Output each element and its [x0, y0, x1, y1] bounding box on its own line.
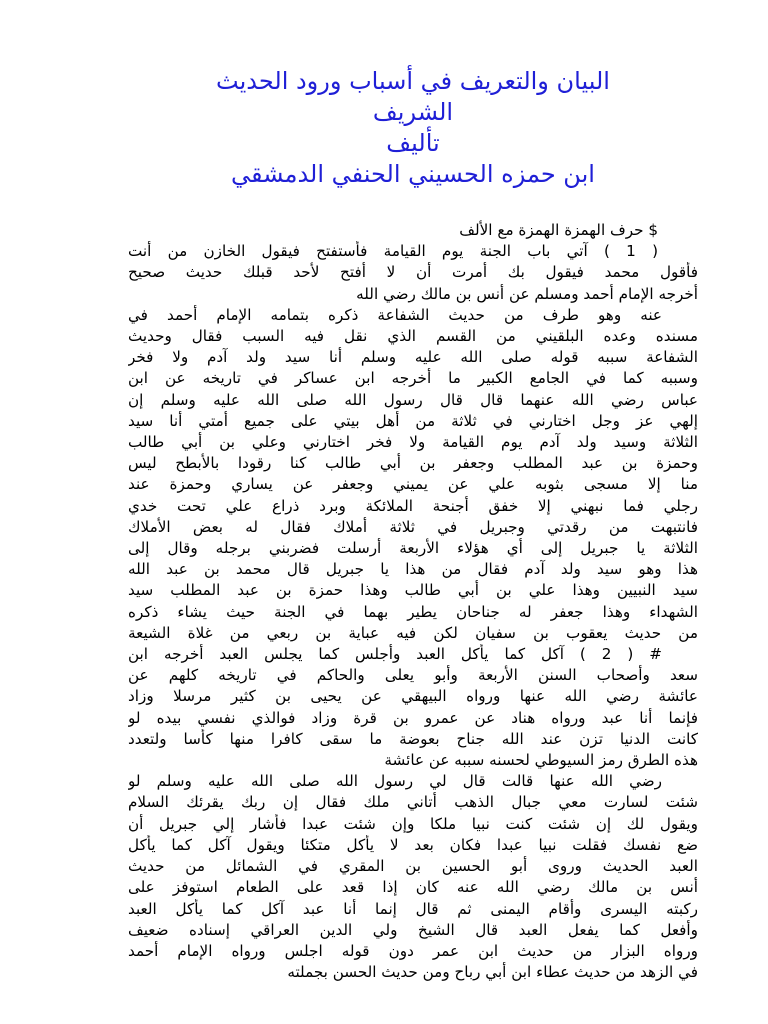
book-title-block [128, 66, 698, 190]
body-line: ركبته اليسرى وأقام اليمنى ثم قال إنما أنا عبد آكل كما يأكل العبد [128, 899, 698, 918]
body-line: كانت الدنيا تزن عند الله جناح بعوضة ما سقى كافرا منها كأسا ولتعدد [128, 729, 698, 748]
body-line: رضي الله عنها قالت قال لي رسول الله صلى الله عليه وسلم لو [128, 772, 662, 791]
body-line: عائشة رضي الله عنها ورواه البيهقي عن يحيى بن كثير مرسلا وزاد [128, 687, 698, 706]
author-name: ابن حمزه الحسيني الحنفي الدمشقي [231, 160, 595, 188]
body-line: سيد النبيين وهذا علي بن أبي طالب وهذا حمزة بن عبد المطلب سيد [128, 581, 698, 600]
body-line: منا إلا مسجى بثوبه علي عن يميني وجعفر عن يساري وحمزة عند [128, 475, 698, 494]
body-line: الثلاثة يا جبريل إلى أي هؤلاء الأربعة أرسلت فضربني برجله وقال إلى [128, 539, 698, 558]
body-line: العبد الحديث وروى أبو الحسين بن المقري في الشمائل من حديث [128, 857, 698, 876]
document-body [128, 220, 698, 983]
body-line: وحمزة بن عبد المطلب وجعفر بن أبي طالب كنا رقودا بالأبطح ليس [128, 454, 698, 473]
body-line: عنه وهو طرف من حديث الشفاعة ذكره بتمامه الإمام أحمد في [128, 305, 662, 324]
body-line: مسنده وعده البلقيني من القسم الذي نقل فيه السبب فقال وحديث [128, 327, 698, 346]
body-line: فأقول محمد فيقول بك أمرت أن لا أفتح لأحد قبلك حديث صحيح [128, 263, 698, 282]
body-line: ضع نفسك فقلت نبيا عبدا فكان بعد لا يأكل متكئا ويقول آكل كما يأكل [128, 835, 698, 854]
body-line: عباس رضي الله عنهما قال قال رسول الله صلى الله عليه وسلم إن [128, 390, 698, 409]
body-line: أخرجه الإمام أحمد ومسلم عن أنس بن مالك رضي الله [356, 284, 698, 303]
book-title-line-2: الشريف [372, 98, 454, 126]
body-line: هذه الطرق رمز السيوطي لحسنه سببه عن عائشة [384, 751, 698, 770]
body-line: رجلي فما نبهني إلا خفق أجنحة الملائكة وبرد ذراع علي تحت خدي [128, 496, 698, 515]
body-line: وأفعل كما يفعل العبد قال الشيخ ولي الدين العراقي إسناده ضعيف [128, 920, 698, 939]
body-line: ( 1 ) آتي باب الجنة يوم القيامة فأستفتح فيقول الخازن من أنت [128, 242, 658, 261]
body-line: في الزهد من حديث عطاء ابن أبي رباح ومن حديث الحسن بجملته [287, 963, 698, 982]
body-line: الثلاثة وسيد ولد آدم يوم القيامة ولا فخر اختارني وعلي بن أبي طالب [128, 433, 698, 452]
body-line: $ حرف الهمزة الهمزة مع الألف [459, 221, 658, 239]
book-title-line-1: البيان والتعريف في أسباب ورود الحديث [216, 67, 610, 95]
body-line: ورواه البزار من حديث ابن عمر دون قوله اجلس ورواه الإمام أحمد [128, 941, 698, 960]
body-line: إلهي عز وجل اختارني في ثلاثة من أهل بيتي على جميع أمتي أنا سيد [128, 411, 698, 430]
body-line: شئت لسارت معي جبال الذهب أتاني ملك فقال إن ربك يقرئك السلام [128, 793, 698, 812]
body-line: وسببه كما في الجامع الكبير ما أخرجه ابن عساكر في تاريخه عن ابن [128, 369, 698, 388]
body-line: هذا وهو سيد ولد آدم فقال من هذا يا جبريل قال محمد بن عبد الله [128, 560, 698, 579]
body-line: الشهداء وهذا جعفر له جناحان يطير بهما في الجنة حيث يشاء ذكره [128, 602, 698, 621]
body-line: # ( 2 ) آكل كما يأكل العبد وأجلس كما يجلس العبد أخرجه ابن [128, 645, 662, 664]
author-heading: تأليف [386, 129, 440, 157]
body-line: ويقول لك إن شئت كنت نبيا ملكا وإن شئت عبدا فأشار إلي جبريل أن [128, 814, 698, 833]
body-line: الشفاعة سببه قوله صلى الله عليه وسلم أنا سيد ولد آدم ولا فخر [128, 348, 698, 367]
body-line: أنس بن مالك رضي الله عنه كان إذا قعد على الطعام استوفز على [128, 878, 698, 897]
body-line: سعد وأصحاب السنن الأربعة وأبو يعلى والحاكم في تاريخه كلهم عن [128, 666, 698, 685]
body-line: من حديث يعقوب بن سفيان لكن فيه عباية بن ربعي من غلاة الشيعة [128, 623, 698, 642]
body-line: فإنما أنا عبد ورواه هناد عن عمرو بن قرة وزاد فوالذي نفسي بيده لو [128, 708, 698, 727]
body-line: فانتبهت من رقدتي وجبريل في ثلاثة أملاك فقال له بعض الأملاك [128, 517, 698, 536]
